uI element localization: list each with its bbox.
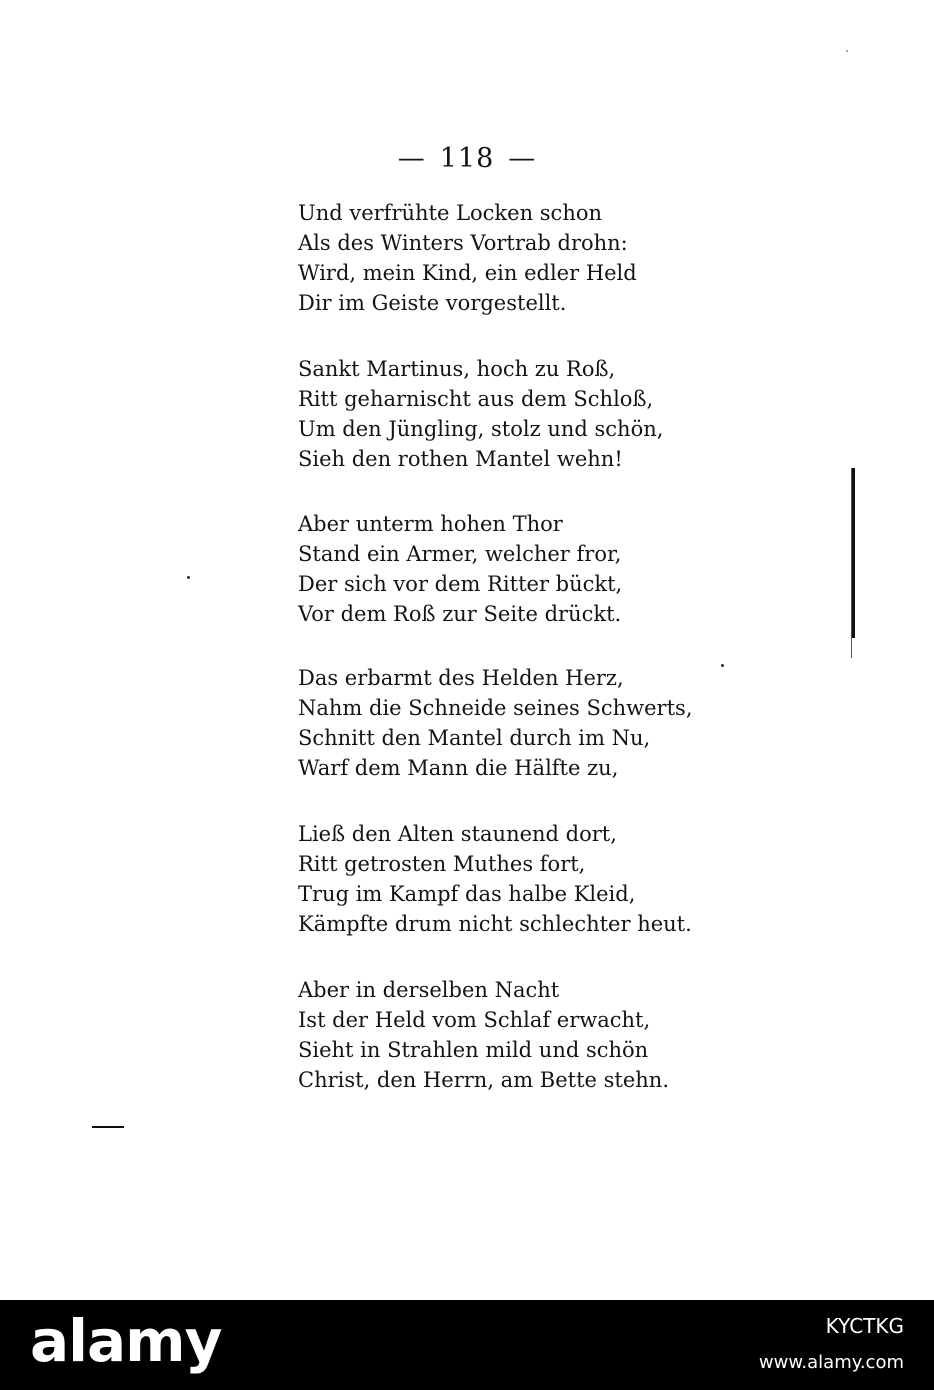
verse-line: Kämpfte drum nicht schlechter heut.	[298, 912, 692, 936]
verse-line: Um den Jüngling, stolz und schön,	[298, 417, 664, 441]
verse-line: Als des Winters Vortrab drohn:	[298, 231, 628, 255]
ink-speck	[187, 576, 190, 579]
watermark-logo: alamy	[30, 1307, 222, 1375]
verse-line: Der sich vor dem Ritter bückt,	[298, 572, 623, 596]
verse-line: Nahm die Schneide seines Schwerts,	[298, 696, 693, 720]
verse-line: Ritt geharnischt aus dem Schloß,	[298, 387, 654, 411]
stanza-6	[298, 975, 698, 1095]
verse-line: Ließ den Alten staunend dort,	[298, 822, 617, 846]
verse-line: Christ, den Herrn, am Bette stehn.	[298, 1068, 669, 1092]
stanza-3	[298, 509, 698, 629]
verse-line: Und verfrühte Locken schon	[298, 201, 603, 225]
watermark-url: www.alamy.com	[758, 1352, 904, 1373]
stanza-1	[298, 198, 698, 318]
ink-speck	[846, 50, 848, 52]
verse-line: Ist der Held vom Schlaf erwacht,	[298, 1008, 651, 1032]
stanza-4	[298, 663, 698, 783]
dash-right: —	[508, 143, 537, 174]
verse-line: Warf dem Mann die Hälfte zu,	[298, 756, 619, 780]
scan-edge-mark	[852, 468, 855, 638]
verse-line: Das erbarmt des Helden Herz,	[298, 666, 624, 690]
verse-line: Vor dem Roß zur Seite drückt.	[298, 602, 622, 626]
page-number	[0, 143, 934, 174]
stanza-2	[298, 354, 698, 474]
verse-line: Ritt getrosten Muthes fort,	[298, 852, 586, 876]
verse-line: Dir im Geiste vorgestellt.	[298, 291, 567, 315]
dash-left: —	[397, 143, 426, 174]
verse-line: Sankt Martinus, hoch zu Roß,	[298, 357, 616, 381]
verse-line: Schnitt den Mantel durch im Nu,	[298, 726, 651, 750]
verse-line: Sieh den rothen Mantel wehn!	[298, 447, 623, 471]
verse-line: Aber in derselben Nacht	[298, 978, 560, 1002]
verse-line: Wird, mein Kind, ein edler Held	[298, 261, 637, 285]
page-number-value: 118	[439, 143, 495, 174]
verse-line: Stand ein Armer, welcher fror,	[298, 542, 622, 566]
verse-line: Trug im Kampf das halbe Kleid,	[298, 882, 636, 906]
margin-rule	[92, 1126, 124, 1128]
verse-line: Sieht in Strahlen mild und schön	[298, 1038, 649, 1062]
ink-speck	[721, 664, 724, 667]
stanza-5	[298, 819, 698, 939]
watermark-image-id: KYCTKG	[825, 1314, 904, 1338]
verse-line: Aber unterm hohen Thor	[298, 512, 563, 536]
